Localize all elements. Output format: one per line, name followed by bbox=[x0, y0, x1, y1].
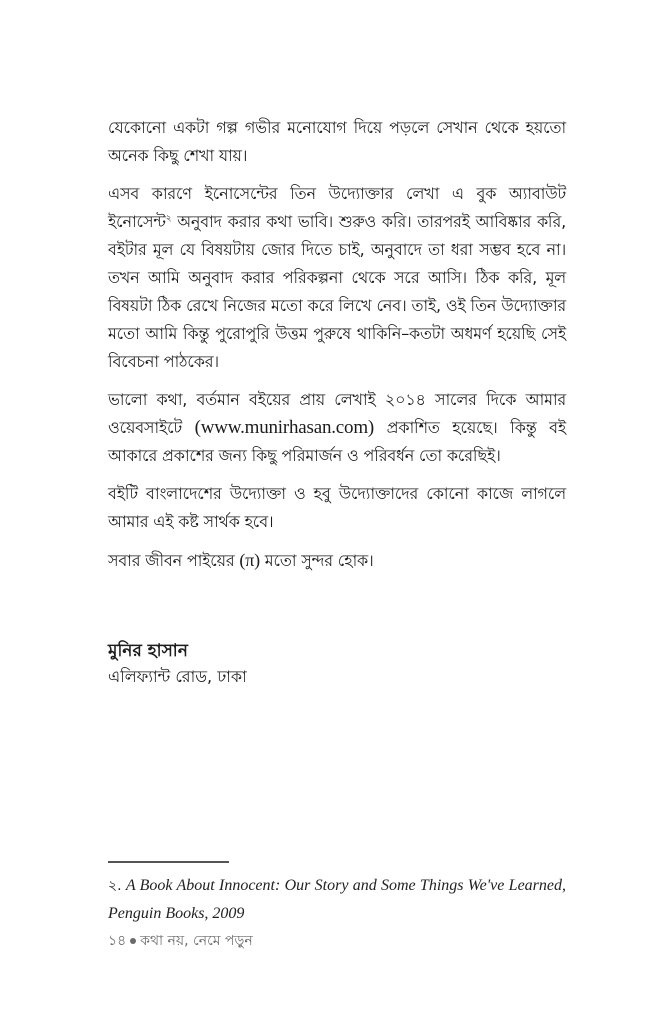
page-number: ১৪ bbox=[108, 933, 127, 949]
author-location: এলিফ্যান্ট রোড, ঢাকা bbox=[108, 667, 247, 686]
paragraph-2-text-b: অনুবাদ করার কথা ভাবি। শুরুও করি। তারপরই আবিষ্কার করি, বইটার মূল যে বিষয়টায় জোর দিতে চাই, অনুবাদে তা ধরা সম্ভব হবে না। তখন আমি অনুবাদ করার পরিকল্পনা থেকে সরে আসি। ঠিক করি, মূল বিষয়টা ঠিক রেখে নিজের মতো করে লিখে নেব। তাই, ওই তিন উদ্যোক্তার মতো আমি কিন্তু পুরোপুরি উত্তম পুরুষে থাকিনি–কতটা অধমর্ণ হয়েছি সেই বিবেচনা পাঠকের। bbox=[108, 212, 566, 371]
pi-symbol: (π) bbox=[239, 550, 260, 570]
paragraph-3-text-b: প্রকাশিত হয়েছে। কিন্তু বই আকারে প্রকাশের জন্য কিছু পরিমার্জন ও পরিবর্ধন তো করেছিই। bbox=[108, 418, 566, 465]
paragraph-3 bbox=[108, 386, 566, 470]
website-url: (www.munirhasan.com) bbox=[194, 417, 375, 438]
footnote-text: A Book About Innocent: Our Story and Some Things We've Learned, Penguin Books, 2009 bbox=[108, 877, 566, 922]
body-text bbox=[108, 114, 566, 585]
paragraph-4 bbox=[108, 480, 566, 536]
paragraph-1-text: যেকোনো একটা গল্প গভীর মনোযোগ দিয়ে পড়লে সেখান থেকে হয়তো অনেক কিছু শেখা যায়। bbox=[108, 118, 566, 165]
footnote-divider bbox=[108, 861, 229, 863]
paragraph-5-text-a: সবার জীবন পাইয়ের bbox=[108, 551, 240, 570]
author-name: মুনির হাসান bbox=[108, 641, 188, 661]
paragraph-2 bbox=[108, 180, 566, 376]
signature-block bbox=[108, 638, 566, 690]
paragraph-2-text-a: এসব কারণে ইনোসেন্টের তিন উদ্যোক্তার লেখা এ বুক অ্যাবাউট ইনোসেন্ট bbox=[108, 184, 566, 231]
paragraph-4-text: বইটি বাংলাদেশের উদ্যোক্তা ও হবু উদ্যোক্তাদের কোনো কাজে লাগলে আমার এই কষ্ট সার্থক হবে। bbox=[108, 484, 566, 531]
paragraph-5 bbox=[108, 546, 566, 575]
footnote bbox=[108, 872, 566, 927]
footnote-number: ২. bbox=[108, 878, 122, 894]
page-footer bbox=[108, 930, 253, 952]
running-title: কথা নয়, নেমে পড়ুন bbox=[140, 933, 253, 949]
bullet-separator-icon bbox=[130, 938, 136, 944]
paragraph-3-text-a: ভালো কথা, বর্তমান বইয়ের প্রায় লেখাই ২০১৪ সালের দিকে আমার ওয়েবসাইটে bbox=[108, 390, 566, 437]
footnote-reference[interactable]: ২ bbox=[165, 213, 172, 224]
paragraph-5-text-b: মতো সুন্দর হোক। bbox=[259, 551, 374, 570]
paragraph-1 bbox=[108, 114, 566, 170]
